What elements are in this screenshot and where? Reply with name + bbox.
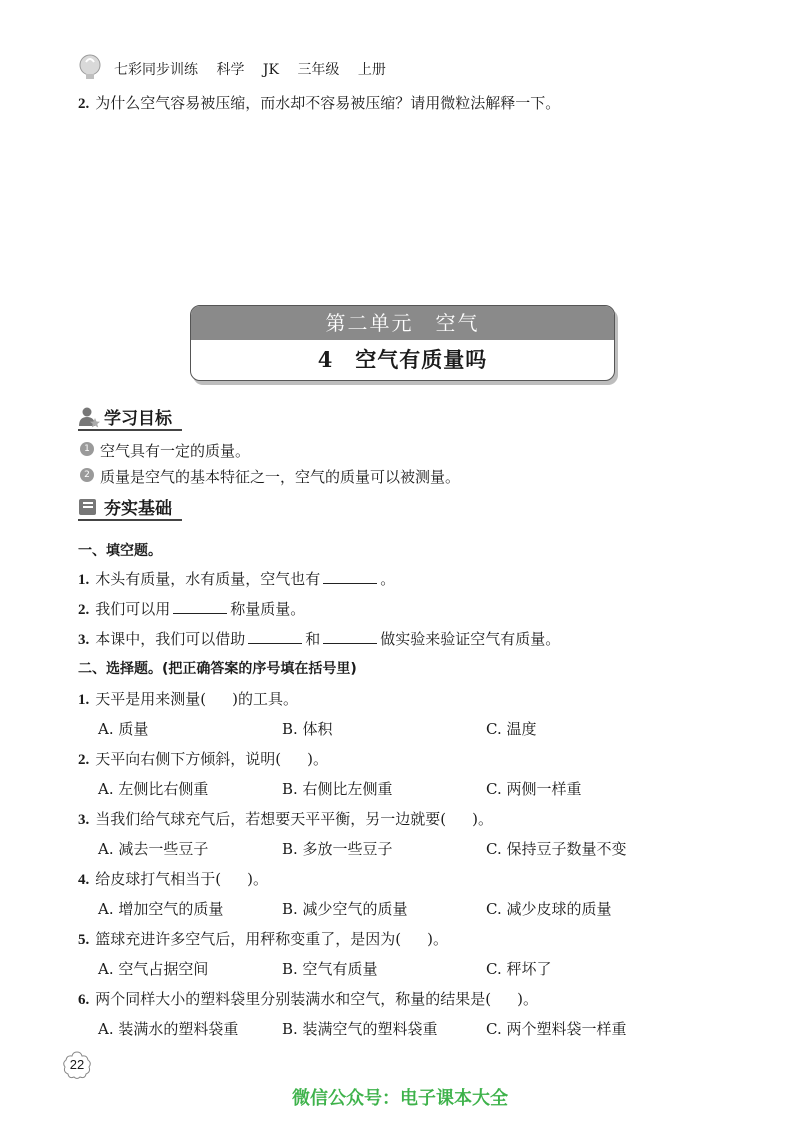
question-text: )。: [517, 990, 538, 1008]
goal-number-badge: 2: [80, 468, 94, 482]
question-text: 当我们给气球充气后，若想要天平平衡，另一边就要(: [95, 810, 447, 828]
unit-banner: [190, 305, 615, 381]
choice-option[interactable]: B. 右侧比左侧重: [282, 780, 393, 798]
fill-question: [78, 598, 305, 619]
choice-question: [78, 988, 538, 1009]
question-number: 1.: [78, 572, 90, 588]
answer-blank[interactable]: [248, 629, 302, 644]
choice-question: [78, 688, 298, 709]
choice-section-title: 二、选择题。(把正确答案的序号填在括号里): [78, 661, 357, 677]
question-text: 两个同样大小的塑料袋里分别装满水和空气，称量的结果是(: [95, 990, 492, 1008]
prev-question: [78, 92, 560, 113]
question-number: 2.: [78, 602, 90, 618]
question-text: 本课中，我们可以借助: [95, 630, 246, 648]
choice-option[interactable]: B. 体积: [282, 720, 333, 738]
goal-text: 空气具有一定的质量。: [100, 442, 251, 460]
header-subject: 科学: [216, 62, 245, 78]
question-text: 称量质量。: [230, 600, 306, 618]
choice-option[interactable]: C. 减少皮球的质量: [486, 900, 612, 918]
choice-option[interactable]: C. 两侧一样重: [486, 780, 582, 798]
goal-item: [80, 466, 600, 486]
page-number-text: 22: [69, 1057, 85, 1072]
question-number: 3.: [78, 812, 90, 828]
question-number: 6.: [78, 992, 90, 1008]
header-grade: 三年级: [297, 62, 340, 78]
choice-option[interactable]: C. 秤坏了: [486, 960, 552, 978]
goals-heading: [78, 404, 198, 432]
question-text: 和: [305, 630, 321, 648]
choice-option[interactable]: A. 增加空气的质量: [98, 900, 224, 918]
header-text: [114, 59, 400, 79]
choice-option[interactable]: A. 空气占据空间: [98, 960, 209, 978]
goal-number-badge: 1: [80, 442, 94, 456]
basics-title: 夯实基础: [104, 499, 172, 519]
question-text: 做实验来验证空气有质量。: [380, 630, 561, 648]
answer-blank[interactable]: [173, 599, 227, 614]
question-text: )。: [247, 870, 268, 888]
choice-question: [78, 748, 328, 769]
goals-underline: [78, 429, 182, 431]
fill-question: [78, 568, 395, 589]
question-text: 天平是用来测量(: [95, 690, 207, 708]
unit-title: 第二单元 空气: [191, 306, 614, 340]
question-text: )。: [472, 810, 493, 828]
question-number: 2.: [78, 752, 90, 768]
choice-option[interactable]: B. 多放一些豆子: [282, 840, 393, 858]
choice-option[interactable]: A. 左侧比右侧重: [98, 780, 209, 798]
choice-option[interactable]: A. 减去一些豆子: [98, 840, 209, 858]
question-text: )。: [427, 930, 448, 948]
question-text: 给皮球打气相当于(: [95, 870, 222, 888]
footer-watermark: 微信公众号：电子课本大全: [292, 1088, 508, 1109]
question-number: 2.: [78, 96, 90, 112]
choice-option[interactable]: B. 减少空气的质量: [282, 900, 408, 918]
question-text: )。: [307, 750, 328, 768]
basics-underline: [78, 519, 182, 521]
page-header: [78, 54, 678, 84]
choice-option[interactable]: A. 质量: [98, 720, 149, 738]
person-star-icon: [78, 406, 100, 428]
fill-section-title: 一、填空题。: [78, 543, 162, 559]
question-text: 木头有质量，水有质量，空气也有: [95, 570, 321, 588]
header-volume: 上册: [357, 62, 386, 78]
goal-text: 质量是空气的基本特征之一，空气的质量可以被测量。: [100, 468, 461, 486]
header-series: 七彩同步训练: [114, 62, 198, 78]
choice-question: [78, 928, 448, 949]
question-number: 1.: [78, 692, 90, 708]
choice-question: [78, 868, 268, 889]
question-text: 为什么空气容易被压缩，而水却不容易被压缩？请用微粒法解释一下。: [95, 94, 561, 112]
question-text: 我们可以用: [95, 600, 171, 618]
question-number: 5.: [78, 932, 90, 948]
fill-question: [78, 628, 560, 649]
question-text: 。: [380, 570, 396, 588]
choice-question: [78, 808, 493, 829]
question-text: 天平向右侧下方倾斜，说明(: [95, 750, 282, 768]
lightbulb-logo-icon: [78, 54, 102, 82]
choice-option[interactable]: B. 空气有质量: [282, 960, 378, 978]
answer-blank[interactable]: [323, 569, 377, 584]
answer-blank[interactable]: [323, 629, 377, 644]
choice-option[interactable]: C. 保持豆子数量不变: [486, 840, 627, 858]
lesson-title: 4 空气有质量吗: [317, 347, 488, 372]
page-number: [62, 1050, 92, 1080]
book-icon: [78, 497, 98, 517]
question-number: 3.: [78, 632, 90, 648]
question-number: 4.: [78, 872, 90, 888]
choice-option[interactable]: A. 装满水的塑料袋重: [98, 1020, 239, 1038]
header-edition: JK: [262, 62, 279, 78]
question-text: 篮球充进许多空气后，用秤称变重了，是因为(: [95, 930, 402, 948]
choice-option[interactable]: C. 两个塑料袋一样重: [486, 1020, 627, 1038]
goal-item: [80, 440, 600, 460]
goals-title: 学习目标: [104, 409, 172, 429]
choice-option[interactable]: B. 装满空气的塑料袋重: [282, 1020, 438, 1038]
choice-option[interactable]: C. 温度: [486, 720, 537, 738]
basics-heading: [78, 494, 198, 522]
question-text: )的工具。: [232, 690, 298, 708]
